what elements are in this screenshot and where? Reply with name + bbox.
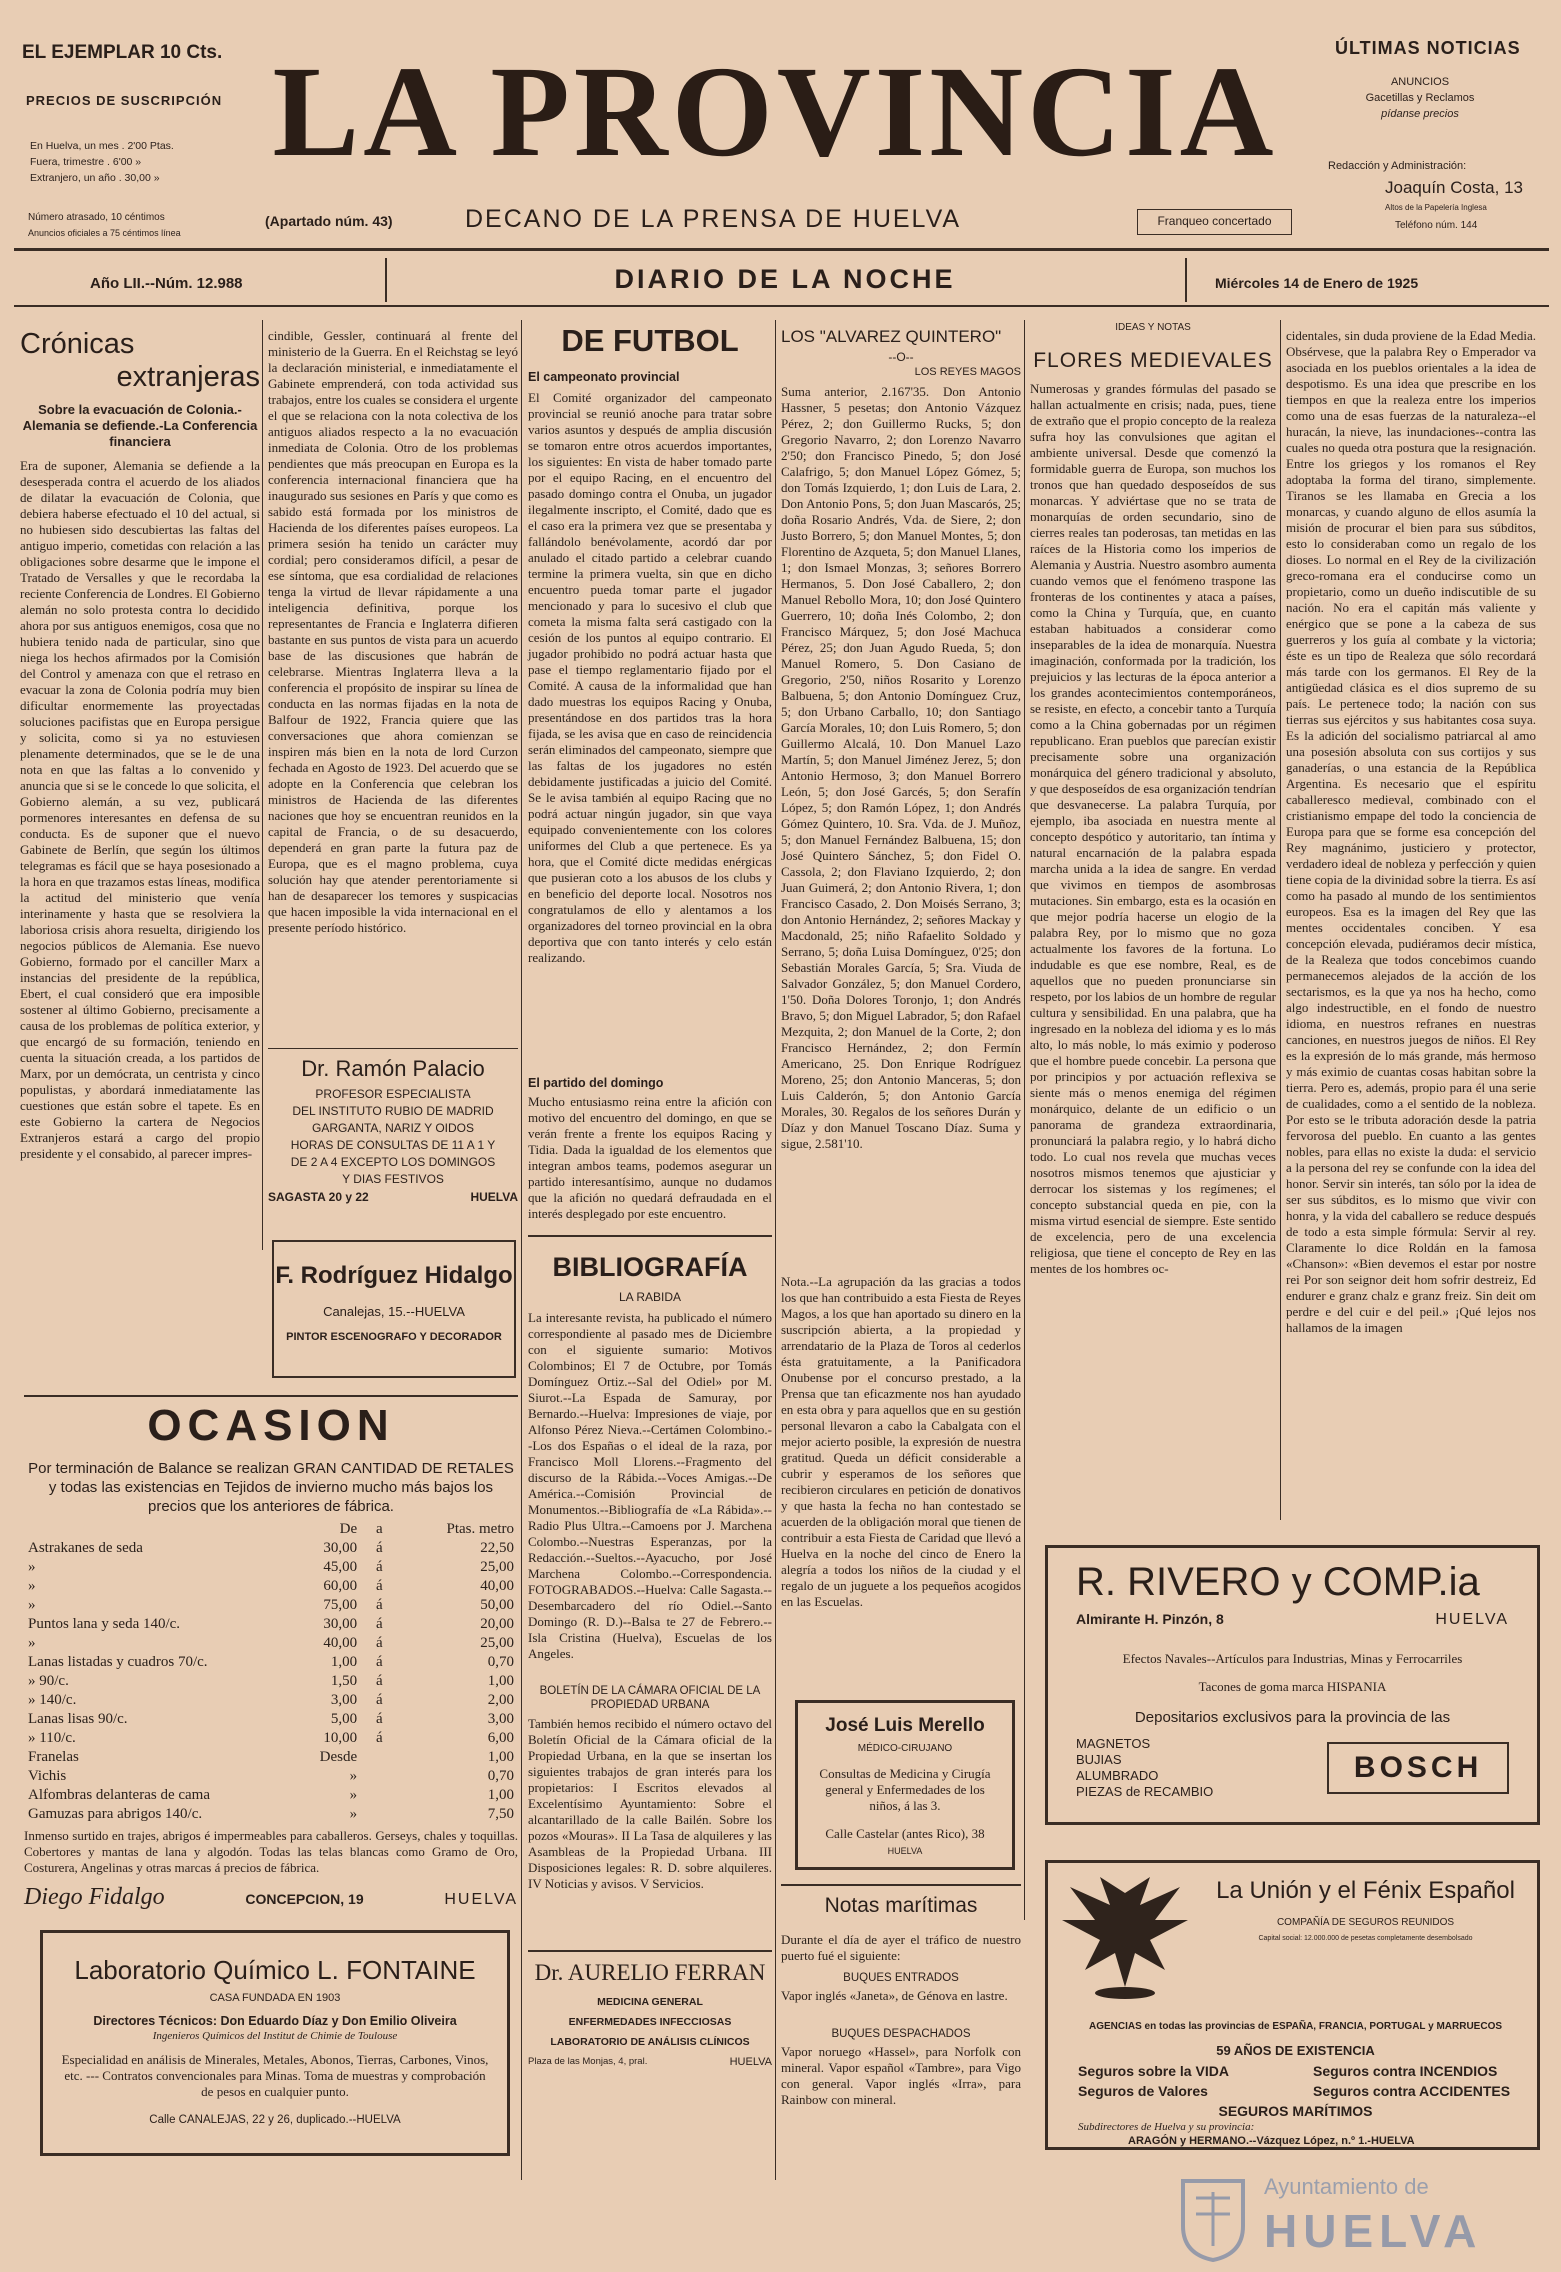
- price-cell: 3,00: [330, 1692, 358, 1708]
- price-row: [24, 1767, 518, 1786]
- ad-details: [528, 1992, 772, 2052]
- ad-city: HUELVA: [729, 2056, 772, 2068]
- fabric-name: Alfombras delanteras de cama: [28, 1787, 210, 1803]
- ad-ocasion: [24, 1395, 518, 1910]
- article-body: También hemos recibido el número octavo del Boletín Oficial de la Cámara oficial de la Propiedad Urbana, en la que se insertan los siguientes trabajos de gran interés para los propietarios: I Escritos elevados al Excelentísimo Ayuntamiento: Sobre el alcantarillado de la calle Bailén. Sobre los pozos «Mouras». II La Tasa de alquileres y las Asambleas de la Propiedad Urbana. III Disposiciones legales: R. D. sobre alquileres. IV Noticias y avisos. V Servicios.: [528, 1716, 772, 1891]
- ads-line: pídanse precios: [1381, 108, 1459, 120]
- price-cell: 1,00: [487, 1673, 514, 1689]
- price-row: [24, 1558, 518, 1577]
- banner-divider-left: [385, 258, 387, 302]
- foreign-chronicles-article: [20, 328, 260, 1348]
- price-cell: 6,00: [487, 1730, 514, 1746]
- insurer-capital: Capital social: 12.000.000 de pesetas completamente desembolsado: [1258, 1935, 1473, 1942]
- price-cell: 1,50: [330, 1673, 358, 1689]
- bibliography-article: [528, 1250, 772, 1966]
- address-note: Altos de la Papelería Inglesa: [1385, 203, 1487, 212]
- article-body: Mucho entusiasmo reina entre la afición con motivo del encuentro del domingo, en que se verán frente a frente los equipos Racing y Tidia. Dada la igualdad de los elementos que integran ambos teams, podemos asegurar un partido interesantísimo, aunque no dudamos que la afición no quedará defraudada en el interés desplegado por este encuentro.: [528, 1094, 772, 1221]
- price-row: [24, 1710, 518, 1729]
- price-cell: Desde: [319, 1749, 358, 1765]
- price-cell: [361, 1767, 387, 1786]
- banner-rule: [14, 305, 1549, 307]
- ad-line: DE 2 A 4 EXCEPTO LOS DOMINGOS: [290, 1155, 496, 1169]
- article-body: Suma anterior, 2.167'35. Don Antonio Hassner, 5 pesetas; don Antonio Vázquez Pérez, 2; don Guillermo Rucks, 5; don Gregorio Navarro, 2; don Lorenzo Navarro 2'50; don Francisco Pinedo, 5; don José Calafrigo, 5; don Manuel López Gómez, 5; don Tomás Izquierdo, 1; don Luis de Lara, 2. Don Antonio Pons, 5; don Juan Mascarós, 25; doña Rosario Andrés, Vda. de Siere, 2; don Justo Borrero, 5; don Manuel Montes, 5; don Florentino de Azqueta, 5; don Manuel Llanes, 1; don Ismael Monzas, 3; señores Borrero Hermanos, 5. Don José Caballero, 2; don Manuel Rebollo Mora, 10; don José Quintero Guerrero, 10; doña Inés Colombo, 2; don Francisco Márquez, 5; don José Machuca Pérez, 25; don Juan Agudo Rueda, 5; don Manuel Romero, 5. Don Casiano de Gregorio, 2'50, niños Rosarito y Lorenzo Balbuena, 5; don Antonio Domínguez Cruz, 5; don Urbano Carballo, 10; don Santiago García Morales, 10; don Luis Romero, 5; don Guillermo Alcalá, 10. Don Manuel Lazo Martín, 5; don Manuel Jiménez Jerez, 5; don Antonio Hermoso, 3; don Manuel Borrero León, 5; don José Garcés, 5; don Serafín López, 5; don Ramón López, 1; don Andrés Gómez Quintero, 10. Sra. Vda. de J. Muñoz, 5; don Manuel Fernández Balbuena, 15; don José Quintero Sánchez, 5; don Fidel O. Cassola, 2; don Flaviano Izquierdo, 2; don Juan Guimerá, 2; don Antonio Rivera, 1; don Francisco Casado, 2. Don Moisés Serrano, 3; don Antonio Hernández, 2; señores Mackay y Macdonald, 25; niño Rafaelito Soldado y Serrano, 5; doña Luisa Domínguez, 0'25; don Sebastián Morales García, 5; Sra. Viuda de Salvador González, 5; don Manuel Cordero, 1'50. Doña Dolores Toronjo, 1; don Andrés Bravo, 5; don Miguel Labrador, 5; don Rafael Mezquita, 2; don Manuel de la Corte, 2; don Francisco Hernández, 2; don Fermín Americano, 25. Don Enrique Rodríguez Moreno, 25; don Antonio Manceras, 5; don Luis Calderón, 5; don Antonio García Morales, 30. Regalos de los señores Durán y Díaz y don Manuel Toscano Díaz. Suma y sigue, 2.581'10.: [781, 384, 1021, 1151]
- price-row: [24, 1539, 518, 1558]
- ad-aurelio-ferran: [528, 1950, 772, 2110]
- lab-services: Especialidad en análisis de Minerales, Metales, Abonos, Tierras, Carbones, Vinos, etc. --- Contratos convencionales para Minas. Toma de muestras y comprobación de pesos en cualquier punto.: [61, 2052, 489, 2099]
- price-header-cell: Ptas. metro: [446, 1521, 514, 1537]
- ad-line: Y DIAS FESTIVOS: [342, 1172, 444, 1186]
- section-rule: [528, 1235, 772, 1237]
- ad-street: SAGASTA 20 y 22: [268, 1190, 369, 1204]
- price-cell: [361, 1805, 387, 1824]
- article-subhead: LA RABIDA: [618, 1290, 682, 1304]
- bosch-product: PIEZAS de RECAMBIO: [1076, 1784, 1214, 1799]
- article-heading: FLORES MEDIEVALES: [1033, 349, 1273, 372]
- price-cell: 40,00: [480, 1578, 514, 1594]
- price-row: [24, 1615, 518, 1634]
- ad-line: LABORATORIO DE ANÁLISIS CLÍNICOS: [550, 2036, 750, 2048]
- article-subhead: Sobre la evacuación de Colonia.-Alemania se defiende.-La Conferencia financiera: [22, 402, 258, 449]
- newspaper-title: LA PROVINCIA: [272, 40, 1278, 184]
- insurance-life: Seguros sobre la VIDA: [1078, 2063, 1229, 2079]
- bosch-product: ALUMBRADO: [1076, 1768, 1159, 1783]
- price-cell: 10,00: [323, 1730, 358, 1746]
- lab-directors: Directores Técnicos: Don Eduardo Díaz y Don Emilio Oliveira: [93, 2014, 457, 2028]
- section-rule: [781, 1884, 1021, 1886]
- price-cell: »: [349, 1806, 358, 1822]
- price-row: [24, 1748, 518, 1767]
- insurance-fire: Seguros contra INCENDIOS: [1313, 2063, 1498, 2079]
- ocasion-signature: Diego Fidalgo: [24, 1884, 165, 1910]
- advertiser-address: Canalejas, 15.--HUELVA: [323, 1304, 465, 1319]
- price-cell: á: [375, 1654, 383, 1670]
- price-cell: á: [375, 1635, 383, 1651]
- price-cell: 20,00: [480, 1616, 514, 1632]
- subscription-title: PRECIOS DE SUSCRIPCIÓN: [26, 93, 223, 108]
- column-rule: [262, 320, 263, 1250]
- price-row: [24, 1634, 518, 1653]
- ad-street: Plaza de las Monjas, 4, pral.: [528, 2056, 648, 2067]
- consult-hours: Consultas de Medicina y Cirugía general y Enfermedades de los niños, á las 3.: [819, 1766, 991, 1813]
- company-address: [1076, 1611, 1509, 1629]
- price-cell: á: [375, 1559, 383, 1575]
- fabric-name: Gamuzas para abrigos 140/c.: [28, 1806, 203, 1822]
- company-street: Almirante H. Pinzón, 8: [1076, 1611, 1224, 1627]
- ad-rule: [528, 1950, 772, 1952]
- heading-ornament: --O--: [888, 350, 914, 364]
- city-shield-icon: [1178, 2176, 1248, 2262]
- fabric-name: » 140/c.: [28, 1692, 77, 1708]
- price-cell: 3,00: [487, 1711, 514, 1727]
- price-rows: [24, 1520, 518, 1824]
- official-ads-price: Anuncios oficiales a 75 céntimos línea: [28, 228, 181, 238]
- outgoing-ships-heading: BUQUES DESPACHADOS: [831, 2028, 971, 2040]
- issue-number: Año LII.--Núm. 12.988: [90, 275, 243, 292]
- insurer-agencies: AGENCIAS en todas las provincias de ESPAÑA, FRANCIA, PORTUGAL y MARRUECOS: [1088, 2021, 1503, 2032]
- price-cell: 25,00: [480, 1635, 514, 1651]
- ads-info: [1320, 74, 1520, 122]
- price-header-cell: a: [375, 1521, 383, 1537]
- back-issue-price: Número atrasado, 10 céntimos: [28, 212, 165, 223]
- ad-rivero: [1045, 1545, 1540, 1825]
- fabric-name: Lanas listadas y cuadros 70/c.: [28, 1654, 208, 1670]
- price-row: [24, 1691, 518, 1710]
- column-rule: [1024, 320, 1025, 1920]
- ad-merello: [795, 1700, 1015, 1870]
- subscription-lines: [30, 138, 174, 186]
- issue-date: Miércoles 14 de Enero de 1925: [1215, 275, 1419, 291]
- bosch-product: MAGNETOS: [1076, 1736, 1151, 1751]
- fabric-name: Astrakanes de seda: [28, 1540, 143, 1556]
- fabric-name: »: [28, 1635, 36, 1651]
- office-address: Joaquín Costa, 13: [1385, 178, 1523, 197]
- masthead: [0, 0, 1561, 270]
- price-cell: á: [375, 1730, 383, 1746]
- price-header-cell: [24, 1520, 282, 1539]
- ad-details: [268, 1086, 518, 1188]
- price-header-row: [24, 1520, 518, 1539]
- latest-news-title: ÚLTIMAS NOTICIAS: [1335, 38, 1521, 58]
- ad-address: [268, 1190, 518, 1204]
- article-subhead: LOS REYES MAGOS: [914, 366, 1021, 378]
- bosch-logo: BOSCH: [1327, 1742, 1509, 1794]
- article-subhead: BOLETÍN DE LA CÁMARA OFICIAL DE LA PROPIEDAD URBANA: [539, 1685, 761, 1711]
- subscription-line: Extranjero, un año . 30,00 »: [30, 172, 160, 184]
- insurer-agent-intro: Subdirectores de Huelva y su provincia:: [1078, 2121, 1255, 2133]
- lab-founded: CASA FUNDADA EN 1903: [209, 1992, 341, 2004]
- price-cell: á: [375, 1692, 383, 1708]
- ad-line: PROFESOR ESPECIALISTA: [315, 1087, 471, 1101]
- price-cell: 50,00: [480, 1597, 514, 1613]
- fabric-name: Franelas: [28, 1749, 79, 1765]
- company-tacones: Tacones de goma marca HISPANIA: [1198, 1679, 1387, 1694]
- price-cell: 2,00: [487, 1692, 514, 1708]
- article-heading: DE FUTBOL: [561, 323, 739, 358]
- price-header-cell: De: [339, 1521, 358, 1537]
- subscription-line: Fuera, trimestre . 6'00 »: [30, 156, 142, 168]
- doctor-city: HUELVA: [887, 1846, 923, 1856]
- ad-line: MEDICINA GENERAL: [597, 1996, 703, 2008]
- price-cell: 60,00: [323, 1578, 358, 1594]
- notes-intro: Durante el día de ayer el tráfico de nuestro puerto fué el siguiente:: [781, 1932, 1021, 1963]
- column-rule: [775, 320, 776, 2180]
- article-body-continued: cindible, Gessler, continuará al frente del ministerio de la Guerra. En el Reichstag se leyó la declaración ministerial, e inmediatamente el Gabinete emprenderá, con toda actividad sus trabajos, entre los cuales se considera el urgente el que se relaciona con la nota colectiva de los antiguos aliados respecto a la no evacuación inmediata de Colonia. Otro de los problemas pendientes que más preocupan en Europa es la conferencia internacional financiera que ha inaugurado sus sesiones en París y que como es sabido está formada por los ministros de Hacienda de los diferentes países europeos. La primera sesión ha tenido un carácter muy cordial; pero consideramos difícil, a pesar de ese síntoma, que esa cordialidad de relaciones tenga la virtud de llevar rápidamente a una inteligencia definitiva, porque los representantes de Francia e Inglaterra difieren bastante en sus puntos de vista para un acuerdo base de las discusiones que habrán de celebrarse. Mientras Inglaterra lleva a la conferencia el propósito de inspirar su línea de conducta en las normas fijadas en la nota de Balfour de 1922, Francia quiere que las conversaciones que ahora comienzan se inspiren más bien en la nota de lord Curzon fechada en Agosto de 1923. Del acuerdo que se adopte en la Conferencia que celebran los ministros de Hacienda de las diferentes naciones que hoy se encuentran reunidos en la capital de Francia, o de su desacuerdo, dependerá en gran parte la futura paz de Europa, que es el magno problema, cuya solución hay que atender perentoriamente si han de desaparecer los temores y suspicacias que hacen imposible la vida internacional en el presente período histórico.: [268, 328, 518, 935]
- insurer-subtitle: COMPAÑÍA DE SEGUROS REUNIDOS: [1276, 1917, 1455, 1928]
- price-cell: 0,70: [487, 1654, 514, 1670]
- price-row: [24, 1577, 518, 1596]
- advertiser-name: F. Rodríguez Hidalgo: [275, 1262, 513, 1289]
- fabric-name: Vichis: [28, 1768, 67, 1784]
- insurer-agent: ARAGÓN y HERMANO.--Vázquez López, n.º 1.-HUELVA: [1128, 2135, 1415, 2147]
- ad-fontaine: [40, 1930, 510, 2156]
- watermark-line: Ayuntamiento de: [1264, 2174, 1429, 2199]
- ocasion-outro: Inmenso surtido en trajes, abrigos é impermeables para caballeros. Gerseys, chales y toquillas. Cobertores y mantas de lana y algodón. Todas las telas blancas como Gramo de Oro, Costurera, Angelinas y otras marcas á precios de fábrica.: [24, 1828, 518, 1875]
- ads-line: ANUNCIOS: [1390, 76, 1450, 88]
- doctor-name: Dr. AURELIO FERRAN: [534, 1960, 766, 1985]
- insurer-years: 59 AÑOS DE EXISTENCIA: [1216, 2043, 1375, 2058]
- price-cell: á: [375, 1597, 383, 1613]
- price-cell: 30,00: [323, 1616, 358, 1632]
- alvarez-quintero-article: [781, 326, 1021, 1609]
- bosch-product: BUJIAS: [1076, 1752, 1122, 1767]
- doctor-title: MÉDICO-CIRUJANO: [857, 1743, 953, 1754]
- price-cell: 45,00: [323, 1559, 358, 1575]
- price-row: [24, 1786, 518, 1805]
- fabric-name: Puntos lana y seda 140/c.: [28, 1616, 181, 1632]
- doctor-name: Dr. Ramón Palacio: [301, 1056, 485, 1081]
- banner-title: DIARIO DE LA NOCHE: [614, 264, 956, 294]
- price-table: [24, 1520, 518, 1824]
- phone-number: Teléfono núm. 144: [1395, 220, 1478, 231]
- price-row: [24, 1805, 518, 1824]
- price-cell: »: [349, 1768, 358, 1784]
- outgoing-ships: Vapor noruego «Hassel», para Norfolk con mineral. Vapor español «Tambre», para Vigo con general. Vapor inglés «Irra», para Rainbow con mineral.: [781, 2044, 1021, 2107]
- insurer-name: La Unión y el Fénix Español: [1216, 1877, 1515, 1904]
- price-cell: á: [375, 1578, 383, 1594]
- football-article: [528, 322, 772, 1229]
- price-row: [24, 1672, 518, 1691]
- ocasion-title: OCASION: [147, 1401, 395, 1450]
- masthead-rule: [14, 248, 1549, 251]
- newspaper-subtitle: DECANO DE LA PRENSA DE HUELVA: [465, 205, 962, 233]
- redaccion-label: Redacción y Administración:: [1328, 160, 1467, 172]
- article-subhead: El partido del domingo: [528, 1076, 664, 1090]
- company-depositarios: Depositarios exclusivos para la provincia de las: [1134, 1709, 1451, 1726]
- price-cell: 22,50: [480, 1540, 514, 1556]
- watermark-city: HUELVA: [1264, 2205, 1483, 2257]
- fabric-name: » 110/c.: [28, 1730, 76, 1746]
- ocasion-address: CONCEPCION, 19: [245, 1891, 364, 1907]
- banner-divider-right: [1185, 258, 1187, 302]
- doctor-name: José Luis Merello: [825, 1715, 985, 1736]
- fabric-name: »: [28, 1597, 36, 1613]
- fabric-name: »: [28, 1559, 36, 1575]
- medieval-flowers-continued: cidentales, sin duda proviene de la Edad Media. Obsérvese, que la palabra Rey o Emperador va asociada en los pueblos orientales a la idea de despotismo. Es una idea que prescribe en los tiempos en que la realeza entre los imperios como una de esas fuerzas de la naturaleza--el huracán, la nieve, las inundaciones--contra las cuales no queda otra postura que la resignación. Entre los griegos y los romanos el Rey adoptaba la forma del tirano, simplemente. Tiranos se les llamaba en Grecia a los monarcas, y cuando alguno de ellos asumía la misión de procurar el bien para sus súbditos, esto lo consideraban como un regalo de los dioses. Lo normal en el Rey de la civilización greco-romana era el conducirse como un propietario, como un dueño indiscutible de su nación. No era el capitán más valiente y enérgico que se pone a la cabeza de sus guerreros y los guía al combate y la victoria; éste es un tipo de Realeza que sólo recordará más tarde con los germanos. El Rey de la antigüedad clásica es el dios supremo de su país. Le pertenece todo; la nación con sus tierras sus ejércitos y sus habitantes cosa suya. Es la adición del socialismo patriarcal al amo una posesión absoluta con sus cortijos y sus ganaderías, o una estancia de la República Argentina. Es necesario que el espíritu caballeresco medieval, combinado con el cristianismo empape del todo la conciencia de Europa para que se forme esa concepción del Rey magnánimo, justiciero y protector, verdadero ideal de nobleza y perfección y quien tiene copia de la divinidad sobre la tierra. Es así como ha pasado al mundo de los sentimientos europeos. Esa es la imagen del Rey que las mentes occidentales conciben. Y esa concepción elevada, pudiéramos decir mística, de la Realeza que todos concebimos cuando permanecemos alejados de la acción de los sectarismos, es la que ya nos ha hecho, como algo indestructible, en el fondo de nuestro idioma, en nuestros refranes en nuestras canciones, en nuestros juegos de niños. El Rey es la expresión de lo más grande, más hermoso y más eximio de cuantas cosas habitan sobre la tierra. Pero es, además, propio para él una serie de cualidades, como a el sentido de la nobleza. Por esto se le tributa adoración desde la patria fervorosa del pueblo. En cuanto a las gentes nobles, para ellas no existe la duda: el servicio a la persona del rey se confunde con la idea del honor. Servir sin interés, tan sólo por la idea de ser sus súbditos, es lo mismo que vivir con honra, y la vida del caballero se reduce después de todo a esta simple fórmula: Servir al rey. Claramente lo dice Roldán en la famosa «Chanson»: «Bien devemos el estar por nostre rei Por son seignor deit hom sofrir destreiz, Ed endurer e granz chalz e granz freiz. Sin deit om perdre e del cuir e del peil.» ¡Qué lejos nos hallamos de la imagen: [1286, 328, 1536, 1335]
- article-heading: Notas marítimas: [824, 1894, 978, 1917]
- ad-line: HORAS DE CONSULTAS DE 11 A 1 Y: [290, 1138, 496, 1152]
- insurance-valuables: Seguros de Valores: [1078, 2083, 1208, 2099]
- price-cell: á: [375, 1616, 383, 1632]
- lab-address: Calle CANALEJAS, 22 y 26, duplicado.--HUELVA: [149, 2114, 401, 2126]
- price-cell: »: [349, 1787, 358, 1803]
- ad-line: ENFERMEDADES INFECCIOSAS: [568, 2016, 732, 2028]
- price-cell: 40,00: [323, 1635, 358, 1651]
- lab-directors-note: Ingenieros Químicos del Institut de Chimie de Toulouse: [152, 2030, 398, 2042]
- price-cell: 25,00: [480, 1559, 514, 1575]
- article-heading-line2: extranjeras: [116, 361, 260, 393]
- section-label: IDEAS Y NOTAS: [1115, 322, 1191, 333]
- company-city: HUELVA: [1435, 1611, 1509, 1628]
- single-copy-price: EL EJEMPLAR 10 Cts.: [22, 42, 223, 63]
- column-rule: [521, 320, 522, 2180]
- article-heading: LOS "ALVAREZ QUINTERO": [781, 327, 1002, 346]
- franqueo-box: Franqueo concertado: [1137, 209, 1292, 235]
- advertiser-trade: PINTOR ESCENOGRAFO Y DECORADOR: [286, 1331, 502, 1343]
- lab-name: Laboratorio Químico L. FONTAINE: [74, 1955, 476, 1985]
- price-row: [24, 1729, 518, 1748]
- fabric-name: Lanas lisas 90/c.: [28, 1711, 128, 1727]
- ads-line: Gacetillas y Reclamos: [1365, 92, 1475, 104]
- insurance-maritime: SEGUROS MARÍTIMOS: [1218, 2103, 1373, 2119]
- price-cell: [361, 1786, 387, 1805]
- ad-rule: [24, 1395, 518, 1397]
- insurance-accidents: Seguros contra ACCIDENTES: [1313, 2083, 1511, 2099]
- price-cell: á: [375, 1673, 383, 1689]
- ad-ramon-palacio: [268, 1048, 518, 1204]
- ad-rule: [268, 1048, 518, 1049]
- medieval-flowers-article: [1030, 322, 1276, 1541]
- fabric-name: »: [28, 1578, 36, 1594]
- subscription-line: En Huelva, un mes . 2'00 Ptas.: [30, 140, 174, 152]
- ad-address: [528, 2056, 772, 2068]
- ad-line: DEL INSTITUTO RUBIO DE MADRID: [292, 1104, 494, 1118]
- price-cell: á: [375, 1540, 383, 1556]
- article-subhead: El campeonato provincial: [528, 370, 680, 384]
- price-row: [24, 1653, 518, 1672]
- price-cell: 0,70: [487, 1768, 514, 1784]
- phoenix-emblem-icon: [1060, 1875, 1190, 2005]
- article-note: Nota.--La agrupación da las gracias a todos los que han contribuido a esta Fiesta de Reyes Magos, a los que han aportado su dinero en la suscripción abierta, a la propiedad y arrendatario de la Plaza de Toros al cederlos ésta gratuitamente, a la Panificadora Onubense por el concurso prestado, a la Prensa que tan eficazmente nos han ayudado en esta obra y para aquellos que en su gestión personal llevaron a cabo la Cabalgata con el mejor acierto posible, la expresión de nuestra gratitud. Queda un déficit considerable a cubrir y esperamos de los señores que recibieron circulares en petición de donativos y que hasta la fecha no han contestado se acuerden de la obligación moral que tienen de contribuir a esta Fiesta de Caridad que llevó a Huelva en la noche del cinco de Enero la alegría a todos los niños de la ciudad y el regalo de un juguete a los pequeños acogidos en las Escuelas.: [781, 1274, 1021, 1609]
- price-cell: 1,00: [487, 1787, 514, 1803]
- apartado: (Apartado núm. 43): [265, 213, 393, 229]
- price-cell: 5,00: [330, 1711, 358, 1727]
- article-body: El Comité organizador del campeonato provincial se reunió anoche para tratar sobre varios asuntos y después de amplia discusión se tomaron entre otros acuerdos importantes, los siguientes: En vista de haber tomado parte por el equipo Racing, en el encuentro del pasado domingo contra el Onuba, un jugador ilegalmente inscripto, el Comité, dado que es el caso era la primera vez que se presentaba y fallándolo benévolamente, acordó dar por anulado el citado partido a celebrar cuando termine la primera vuelta, sin que en dicho encuentro pueda tomar parte el jugador mencionado y para lo sucesivo el club que cometa la misma falta será castigado con la cesión de los puntos al equipo contrario. El jugador prohibido no podrá actuar hasta que pase el tiempo reglamentario fijado por el Comité. A causa de la informalidad que han dado muestras los equipos Racing y Onuba, presentándose en dos partidos tras la hora fijada, se les avisa que en caso de reincidencia serán eliminados del campeonato, siempre que las faltas de los jugadores no estén debidamente justificadas a juicio del Comité. Se le avisa también al equipo Racing que no podrá actuar ningún jugador, sin que vaya equipado convenientemente con los colores uniformes del Club a que pertenece. Es ya hora, que el Comité dicte medidas enérgicas que pusieran coto a los abusos de los clubs y en beneficio del deporte local. Nosotros nos congratulamos de ello y alentamos a los organizadores del torneo provincial en la obra deportiva que con tanto interés y celo están realizando.: [528, 390, 772, 965]
- company-products: Efectos Navales--Artículos para Industrias, Minas y Ferrocarriles: [1122, 1651, 1463, 1666]
- ad-city: HUELVA: [470, 1190, 518, 1204]
- article-heading: BIBLIOGRAFÍA: [552, 1252, 748, 1282]
- ocasion-city: HUELVA: [444, 1891, 518, 1908]
- incoming-ships-heading: BUQUES ENTRADOS: [843, 1972, 959, 1984]
- company-name: R. RIVERO y COMP.ia: [1076, 1560, 1480, 1604]
- incoming-ships: Vapor inglés «Janeta», de Génova en lastre.: [781, 1988, 1008, 2003]
- ad-fenix: [1045, 1860, 1540, 2150]
- price-cell: 1,00: [487, 1749, 514, 1765]
- price-cell: 1,00: [330, 1654, 358, 1670]
- ad-rodriguez-hidalgo: [272, 1240, 516, 1378]
- price-cell: 7,50: [487, 1806, 514, 1822]
- doctor-address: Calle Castelar (antes Rico), 38: [825, 1826, 985, 1841]
- price-cell: á: [375, 1711, 383, 1727]
- archive-watermark: [1178, 2170, 1558, 2270]
- article-heading: Crónicas: [20, 328, 135, 360]
- column-rule: [1280, 320, 1281, 1520]
- price-row: [24, 1596, 518, 1615]
- ocasion-intro: Por terminación de Balance se realizan GRAN CANTIDAD DE RETALES y todas las existencias en Tejidos de invierno mucho más bajos los precios que los anteriores de fábrica.: [28, 1460, 514, 1515]
- fabric-name: » 90/c.: [28, 1673, 69, 1689]
- article-body: Era de suponer, Alemania se defiende a la desesperada contra el acuerdo de los aliados de dilatar la evacuación de Colonia, que debiera haberse efectuado el 10 del actual, si no hubiesen sido descubiertas las faltas del antiguo imperio, cometidas con relación a las obligaciones sobre desarme que le impone el Tratado de Versalles y que le recordaba la reciente Conferencia de Londres. El Gobierno alemán no solo protesta contra lo decidido ahora por sus antiguos enemigos, cosa que no hubiera tenido nada de particular, sino que niega los hechos afirmados por la Comisión del Control y amenaza con que el retraso en evacuar la zona de Colonia podría muy bien dificultar enormemente las proyectadas soluciones pacifistas que en Europa persigue y solicita, como si ya no estuviesen plenamente determinados, que se le de una nota en que las faltas a lo convenido y anuncia que si se le concede lo que solicita, el Gobierno alemán, a su vez, publicará pormenores interesantes en defensa de su conducta. Es de suponer que el nuevo Gabinete de Berlín, que según los últimos telegramas es fácil que se haya posesionado a la hora en que trazamos estas líneas, modifica la actitud del ministerio que venía interinamente y hasta que se resolviera la laboriosa crisis ahora resuelta, dirigiendo los negocios públicos de Alemania. Ese nuevo Gobierno, formado por el canciller Marx a instancias del presidente de la república, Ebert, el cual consideró que era imposible sostener al último Gobierno, precisamente a causa de los problemas de política exterior, y que encargó de su formación, teniendo en cuenta la situación creada, a los partidos de Marx, por un demócrata, un centrista y cinco populistas, y abordará inmediatamente las cuestiones que están sobre el tapete. Es en este Gobierno la cartera de Negocios Extranjeros estará a cargo del propio presidente y el consabido, al parecer impres-: [20, 458, 260, 1161]
- ocasion-signature-row: [24, 1884, 518, 1911]
- bosch-block: [1076, 1736, 1509, 1800]
- article-body: La interesante revista, ha publicado el número correspondiente al pasado mes de Diciembre con el siguiente sumario: Motivos Colombinos; El 7 de Octubre, por Tomás Domínguez Ortiz.--Sal del Odiel» por M. Siurot.--La Espada de Samuray, por Bernardo.--Huelva: Impresiones de viaje, por Alfonso Pérez Nieva.--Certámen Colombino.--Los dos Españas o el ideal de la raza, por Francisco Moll Llorens.--Fragmento del discurso de la Rábida.--Voces Amigas.--De América.--Comisión Provincial de Monumentos.--Bibliografía de «La Rábida».--Radio Plus Ultra.--Camoens por J. Marchena Colombo.--Nuestras Esperanzas, por la Redacción.--Sueltos.--Ayacucho, por José Marchena Colombo.--Correspondencia. FOTOGRABADOS.--Huelva: Calle Sagasta.--Desembarcadero del río Odiel.--Santo Domingo (R. D.)--Balsa te 27 de Febrero.--Isla Cristina (Huelva), Escuelas de los Angeles.: [528, 1310, 772, 1661]
- ad-line: GARGANTA, NARIZ Y OIDOS: [311, 1121, 475, 1135]
- maritime-notes: [781, 1884, 1021, 2156]
- price-cell: 30,00: [323, 1540, 358, 1556]
- price-cell: 75,00: [323, 1597, 358, 1613]
- article-body: Numerosas y grandes fórmulas del pasado se hallan actualmente en crisis; nada, pues, tiene de extraño que el propio concepto de la realeza sufra hoy las convulsiones que agitan el ambiente universal. Desde que comenzó la formidable guerra de Europa, son muchos los tronos que han quedado desposeídos de sus monarcas. Y adviértase que no se trata de monarquías de orden secundario, sino de cierres reales tan poderosas, tan metidas en las raíces de la Historia como los imperios de Alemania y Austria. Nuestro asombro aumenta cuando vemos que el fenómeno traspone las fronteras de los continentes y ataca a países, como la China y Turquía, que, en cuanto estaban habituados a considerar como inseparables de la idea de monarquía. Nuestra imaginación, conformada por la tradición, los prejuicios y las lecturas de la época anterior a los grandes acontecimientos contemporáneos, se resiste, en efecto, a concebir tanto a Turquía como a la China gobernadas por un régimen republicano. Eran pueblos que parecían existir precisamente sobre una organización monárquica del género tradicional y absoluto, y que desposeídos de esa organización tendrían que desvanecerse. La palabra Turquía, por ejemplo, iba asociada en nuestra mente al concepto despótico y autoritario, tan íntima y natural encarnación de la palabra espada marcha unida a la idea de sangre. En verdad que vivimos en tiempos de asombrosas mutaciones. Sin embargo, esta es la ocasión en que mejor podría hacerse un elogio de la palabra Rey, por lo mismo que no goza actualmente los favores de la fortuna. Lo indudable es que ese nombre, Real, es de aquellos que no pueden pronunciarse sin respeto, por los labios de un hombre de regular cultura y sensibilidad. En una palabra, que ha ingresado en la nobleza del idioma y es lo más alto, lo más noble, lo más eximio y poderoso que el hombre puede concebir. La persona que por principios y por actuación reflexiva se siente más o menos enemiga del régimen monárquico, delante de un edificio o un panorama de grandeza extraordinaria, pronunciará la palabra regio, y lo habrá dicho todo. Lo cual nos revela que muchas veces nosotros mismos tenemos que ajusticiar y derrocar los sistemas y los regímenes; el concepto substancial queda en pie, con la misma virtud esencial de siempre. Este sentido de excelencia, pero de una excelencia religiosa, que tiene el concepto de Rey en las mentes de los hombres oc-: [1030, 381, 1276, 1276]
- bosch-products: [1076, 1736, 1267, 1800]
- price-cell: [361, 1748, 387, 1767]
